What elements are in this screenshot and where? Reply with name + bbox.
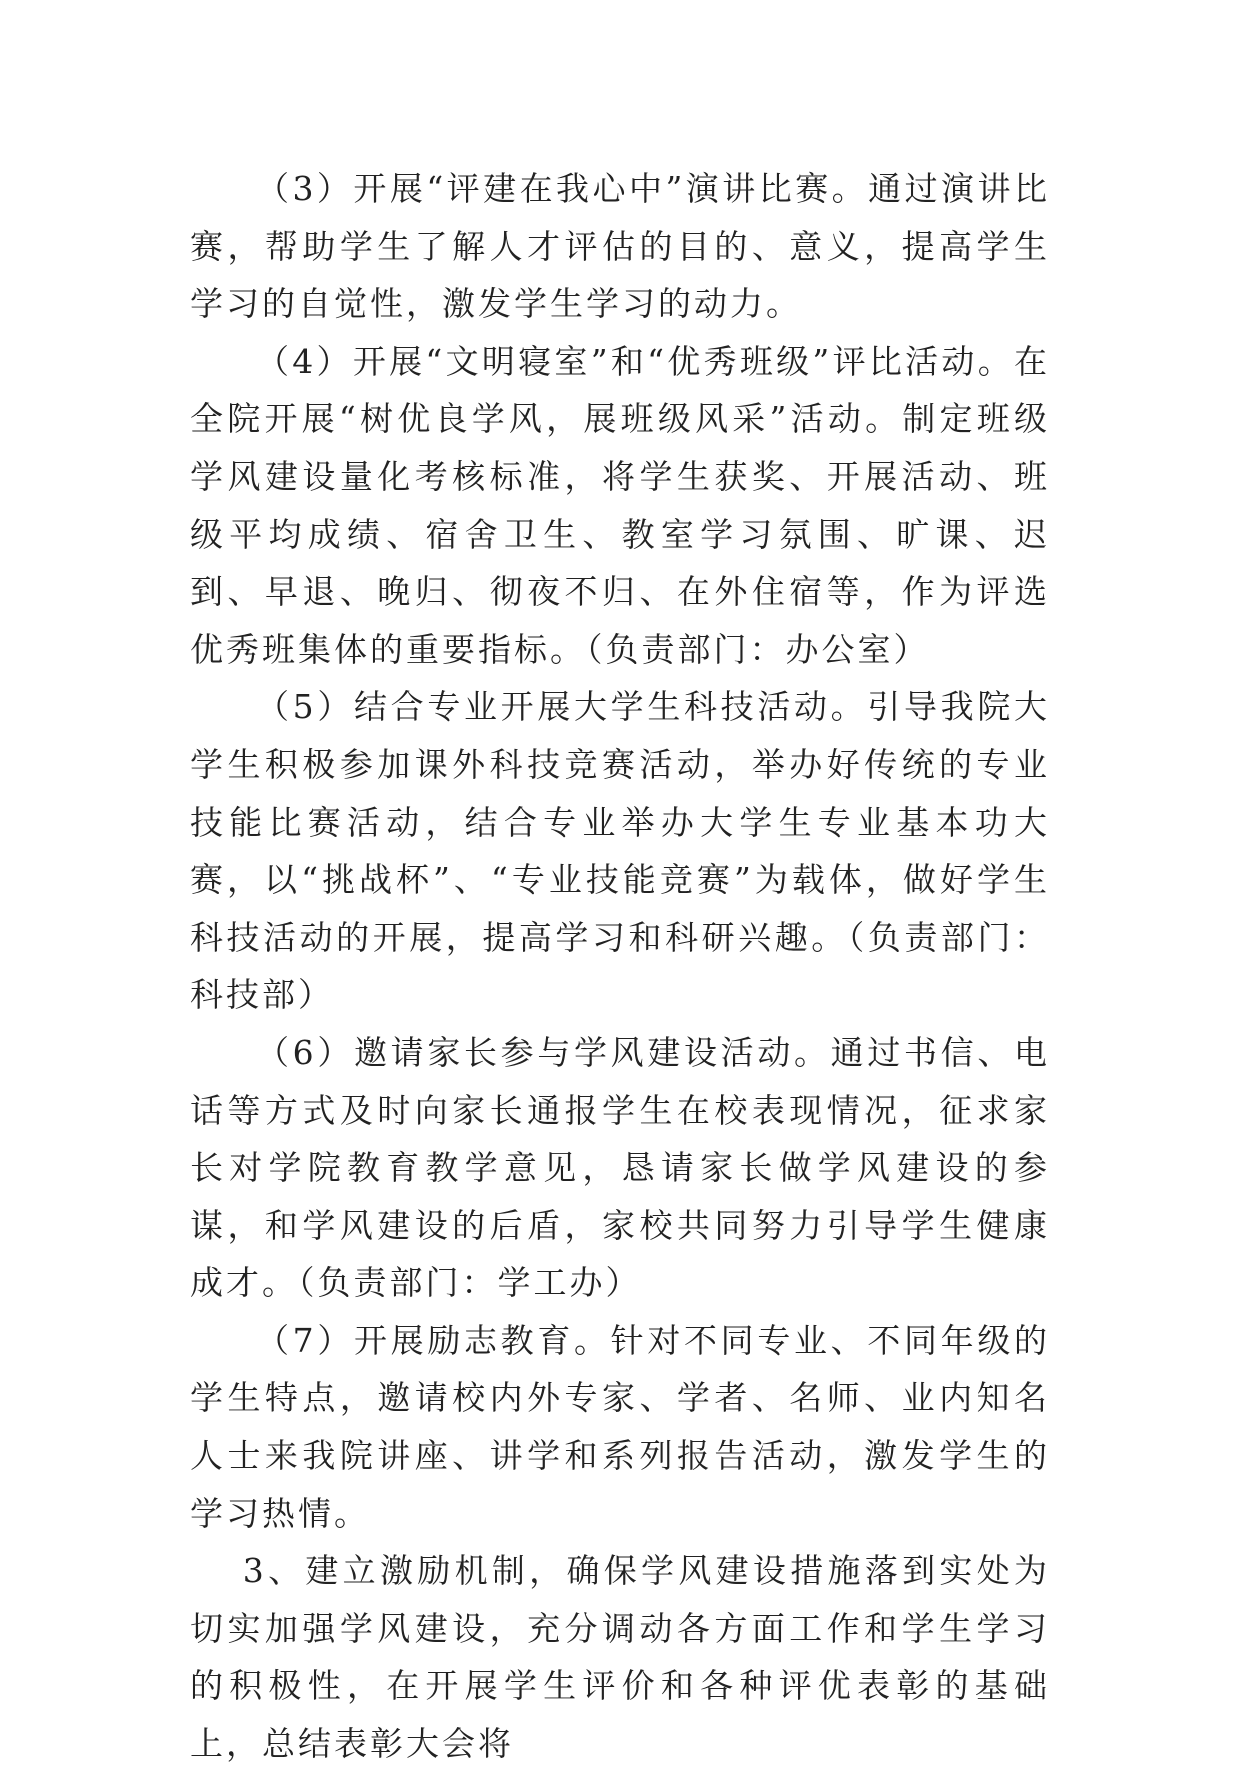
document-body — [190, 160, 1050, 1773]
paragraph-item-5: （5）结合专业开展大学生科技活动。引导我院大学生积极参加课外科技竞赛活动，举办好传统的专业技能比赛活动，结合专业举办大学生专业基本功大赛，以“挑战杯”、“专业技能竞赛”为载体，做好学生科技活动的开展，提高学习和科研兴趣。（负责部门：科技部） — [190, 687, 1050, 1015]
paragraph-item-3: （3）开展“评建在我心中”演讲比赛。通过演讲比赛，帮助学生了解人才评估的目的、意义，提高学生学习的自觉性，激发学生学习的动力。 — [190, 169, 1050, 324]
paragraph-item-7: （7）开展励志教育。针对不同专业、不同年级的学生特点，邀请校内外专家、学者、名师、业内知名人士来我院讲座、讲学和系列报告活动，激发学生的学习热情。 — [190, 1320, 1050, 1533]
paragraph-item-6: （6）邀请家长参与学风建设活动。通过书信、电话等方式及时向家长通报学生在校表现情况，征求家长对学院教育教学意见，恳请家长做学风建设的参谋，和学风建设的后盾，家校共同努力引导学生健康成才。（负责部门：学工办） — [190, 1032, 1050, 1303]
paragraph-section-3: 3、建立激励机制，确保学风建设措施落到实处为切实加强学风建设，充分调动各方面工作和学生学习的积极性，在开展学生评价和各种评优表彰的基础上，总结表彰大会将 — [190, 1551, 1050, 1764]
paragraph-item-4: （4）开展“文明寝室”和“优秀班级”评比活动。在全院开展“树优良学风，展班级风采”活动。制定班级学风建设量化考核标准，将学生获奖、开展活动、班级平均成绩、宿舍卫生、教室学习氛围、旷课、迟到、早退、晚归、彻夜不归、在外住宿等，作为评选优秀班集体的重要指标。（负责部门：办公室） — [190, 341, 1050, 669]
